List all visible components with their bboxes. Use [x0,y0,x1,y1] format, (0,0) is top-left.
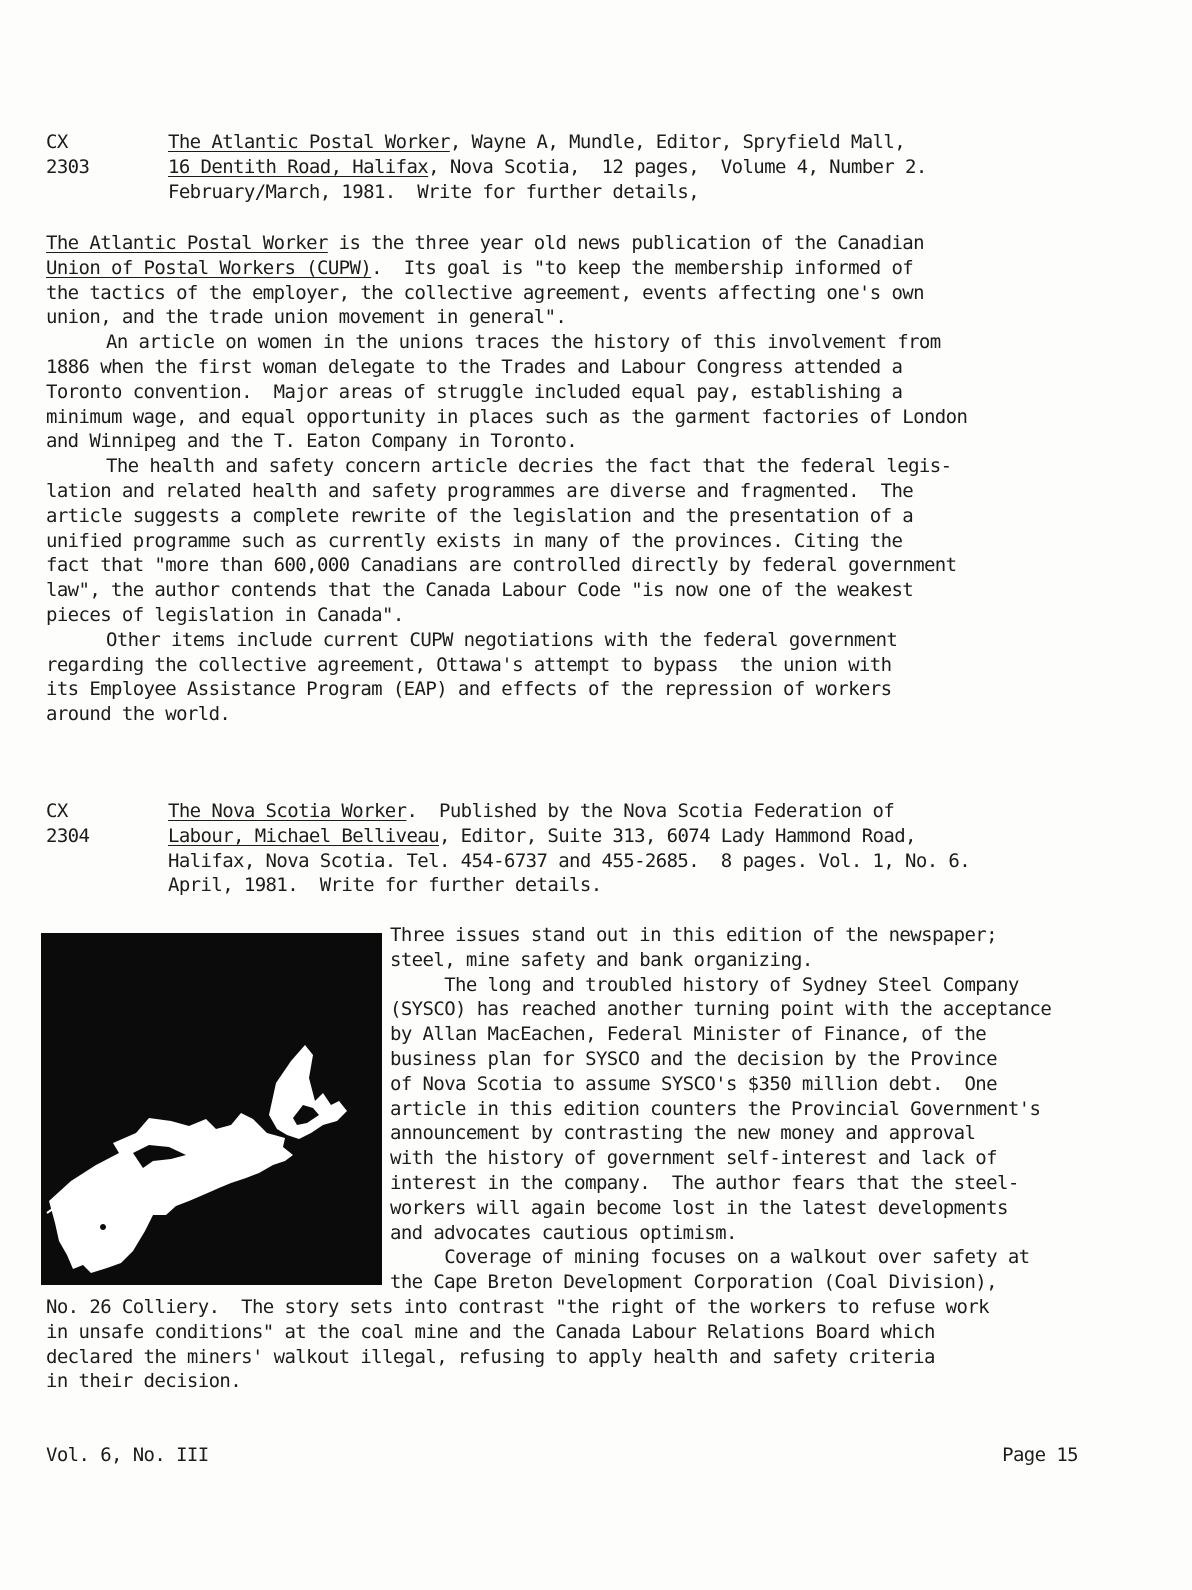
header-line-1 [168,800,894,822]
publication-title: The Nova Scotia Worker [168,800,407,822]
header-line-1 [168,131,905,153]
body-line: The long and troubled history of Sydney Steel Company [390,973,1019,996]
entry-code: CX [46,131,68,153]
body-line: Other items include current CUPW negotiations with the federal government [106,628,898,651]
header-line-3: Halifax, Nova Scotia. Tel. 454-6737 and 455-2685. 8 pages. Vol. 1, No. 6. [168,849,971,872]
body-line: unified programme such as currently exists in many of the provinces. Citing the [46,529,903,552]
footer-page-number: Page 15 [1002,1444,1078,1466]
entry-number: 2304 [46,824,90,847]
body-line: article suggests a complete rewrite of the legislation and the presentation of a [46,504,914,527]
header-line-3: February/March, 1981. Write for further details, [168,180,700,203]
union-name: Union of Postal Workers (CUPW) [46,256,372,279]
body-line: by Allan MacEachen, Federal Minister of Finance, of the [390,1023,987,1046]
header-line-2 [168,156,927,178]
body-line: Coverage of mining focuses on a walkout over safety at [390,1246,1030,1269]
header-underlined-text: Labour, Michael Belliveau [168,824,439,847]
body-line: fact that "more than 600,000 Canadians are controlled directly by federal government [46,554,957,577]
body-line: law", the author contends that the Canada Labour Code "is now one of the weakest [46,579,914,602]
body-line: workers will again become lost in the latest developments [390,1196,1008,1219]
map-icon [41,933,382,1285]
entry-number: 2303 [46,155,90,178]
body-line [46,232,924,254]
body-line: lation and related health and safety programmes are diverse and fragmented. The [46,480,914,502]
body-text: is the three year old news publication of the Canadian [327,232,924,254]
body-line: announcement by contrasting the new money and approval [390,1122,976,1145]
body-line: 1886 when the first woman delegate to the Trades and Labour Congress attended a [46,356,903,378]
header-text: , Nova Scotia, 12 pages, Volume 4, Number 2. [428,155,927,178]
header-underlined-text: 16 Dentith Road, Halifax [168,155,429,178]
header-line-4: April, 1981. Write for further details. [168,874,602,897]
body-line: Toronto convention. Major areas of struggle included equal pay, establishing a [46,380,903,403]
body-text: . Its goal is "to keep the membership informed of [371,256,914,279]
body-line: in their decision. [46,1370,242,1393]
header-text: . Published by the Nova Scotia Federation of [406,800,895,822]
body-line: The health and safety concern article decries the fact that the federal legis- [106,455,952,478]
nova-scotia-mainland [49,1113,293,1273]
body-line: of Nova Scotia to assume SYSCO's $350 million debt. One [390,1072,997,1095]
body-line: minimum wage, and equal opportunity in places such as the garment factories of London [46,405,968,428]
body-line: article in this edition counters the Provincial Government's [390,1097,1041,1120]
body-line: in unsafe conditions" at the coal mine and the Canada Labour Relations Board which [46,1320,935,1343]
footer-volume: Vol. 6, No. III [46,1444,209,1466]
publication-title: The Atlantic Postal Worker [168,131,450,153]
body-line: the Cape Breton Development Corporation (Coal Division), [390,1271,997,1294]
publication-title-ref: The Atlantic Postal Worker [46,232,328,254]
body-line: steel, mine safety and bank organizing. [390,948,813,971]
body-line [46,257,913,279]
body-line: pieces of legislation in Canada". [46,604,404,626]
cape-breton-island [269,1045,347,1139]
body-line: and Winnipeg and the T. Eaton Company in Toronto. [46,430,578,453]
body-line: with the history of government self-interest and lack of [390,1147,997,1170]
body-line: declared the miners' walkout illegal, refusing to apply health and safety criteria [46,1345,935,1368]
body-line: interest in the company. The author fears that the steel- [390,1172,1019,1194]
body-line: its Employee Assistance Program (EAP) and effects of the repression of workers [46,678,892,701]
header-line-2 [168,825,916,847]
body-line: (SYSCO) has reached another turning point with the acceptance [390,998,1052,1021]
body-line: No. 26 Colliery. The story sets into contrast "the right of the workers to refuse work [46,1296,989,1318]
header-text: , Editor, Suite 313, 6074 Lady Hammond Road, [438,824,916,847]
lake-mark [100,1224,106,1230]
body-line: union, and the trade union movement in general". [46,306,567,329]
body-line: around the world. [46,703,231,726]
body-line: and advocates cautious optimism. [390,1221,737,1244]
body-line: regarding the collective agreement, Ottawa's attempt to bypass the union with [46,653,892,676]
nova-scotia-map-image [41,933,382,1285]
body-line: Three issues stand out in this edition of the newspaper; [390,924,997,946]
header-text: , Wayne A, Mundle, Editor, Spryfield Mall, [449,131,906,153]
body-line: An article on women in the unions traces the history of this involvement from [106,331,941,354]
body-line: the tactics of the employer, the collective agreement, events affecting one's own [46,281,924,304]
body-line: business plan for SYSCO and the decision by the Province [390,1048,997,1070]
entry-code: CX [46,800,68,822]
